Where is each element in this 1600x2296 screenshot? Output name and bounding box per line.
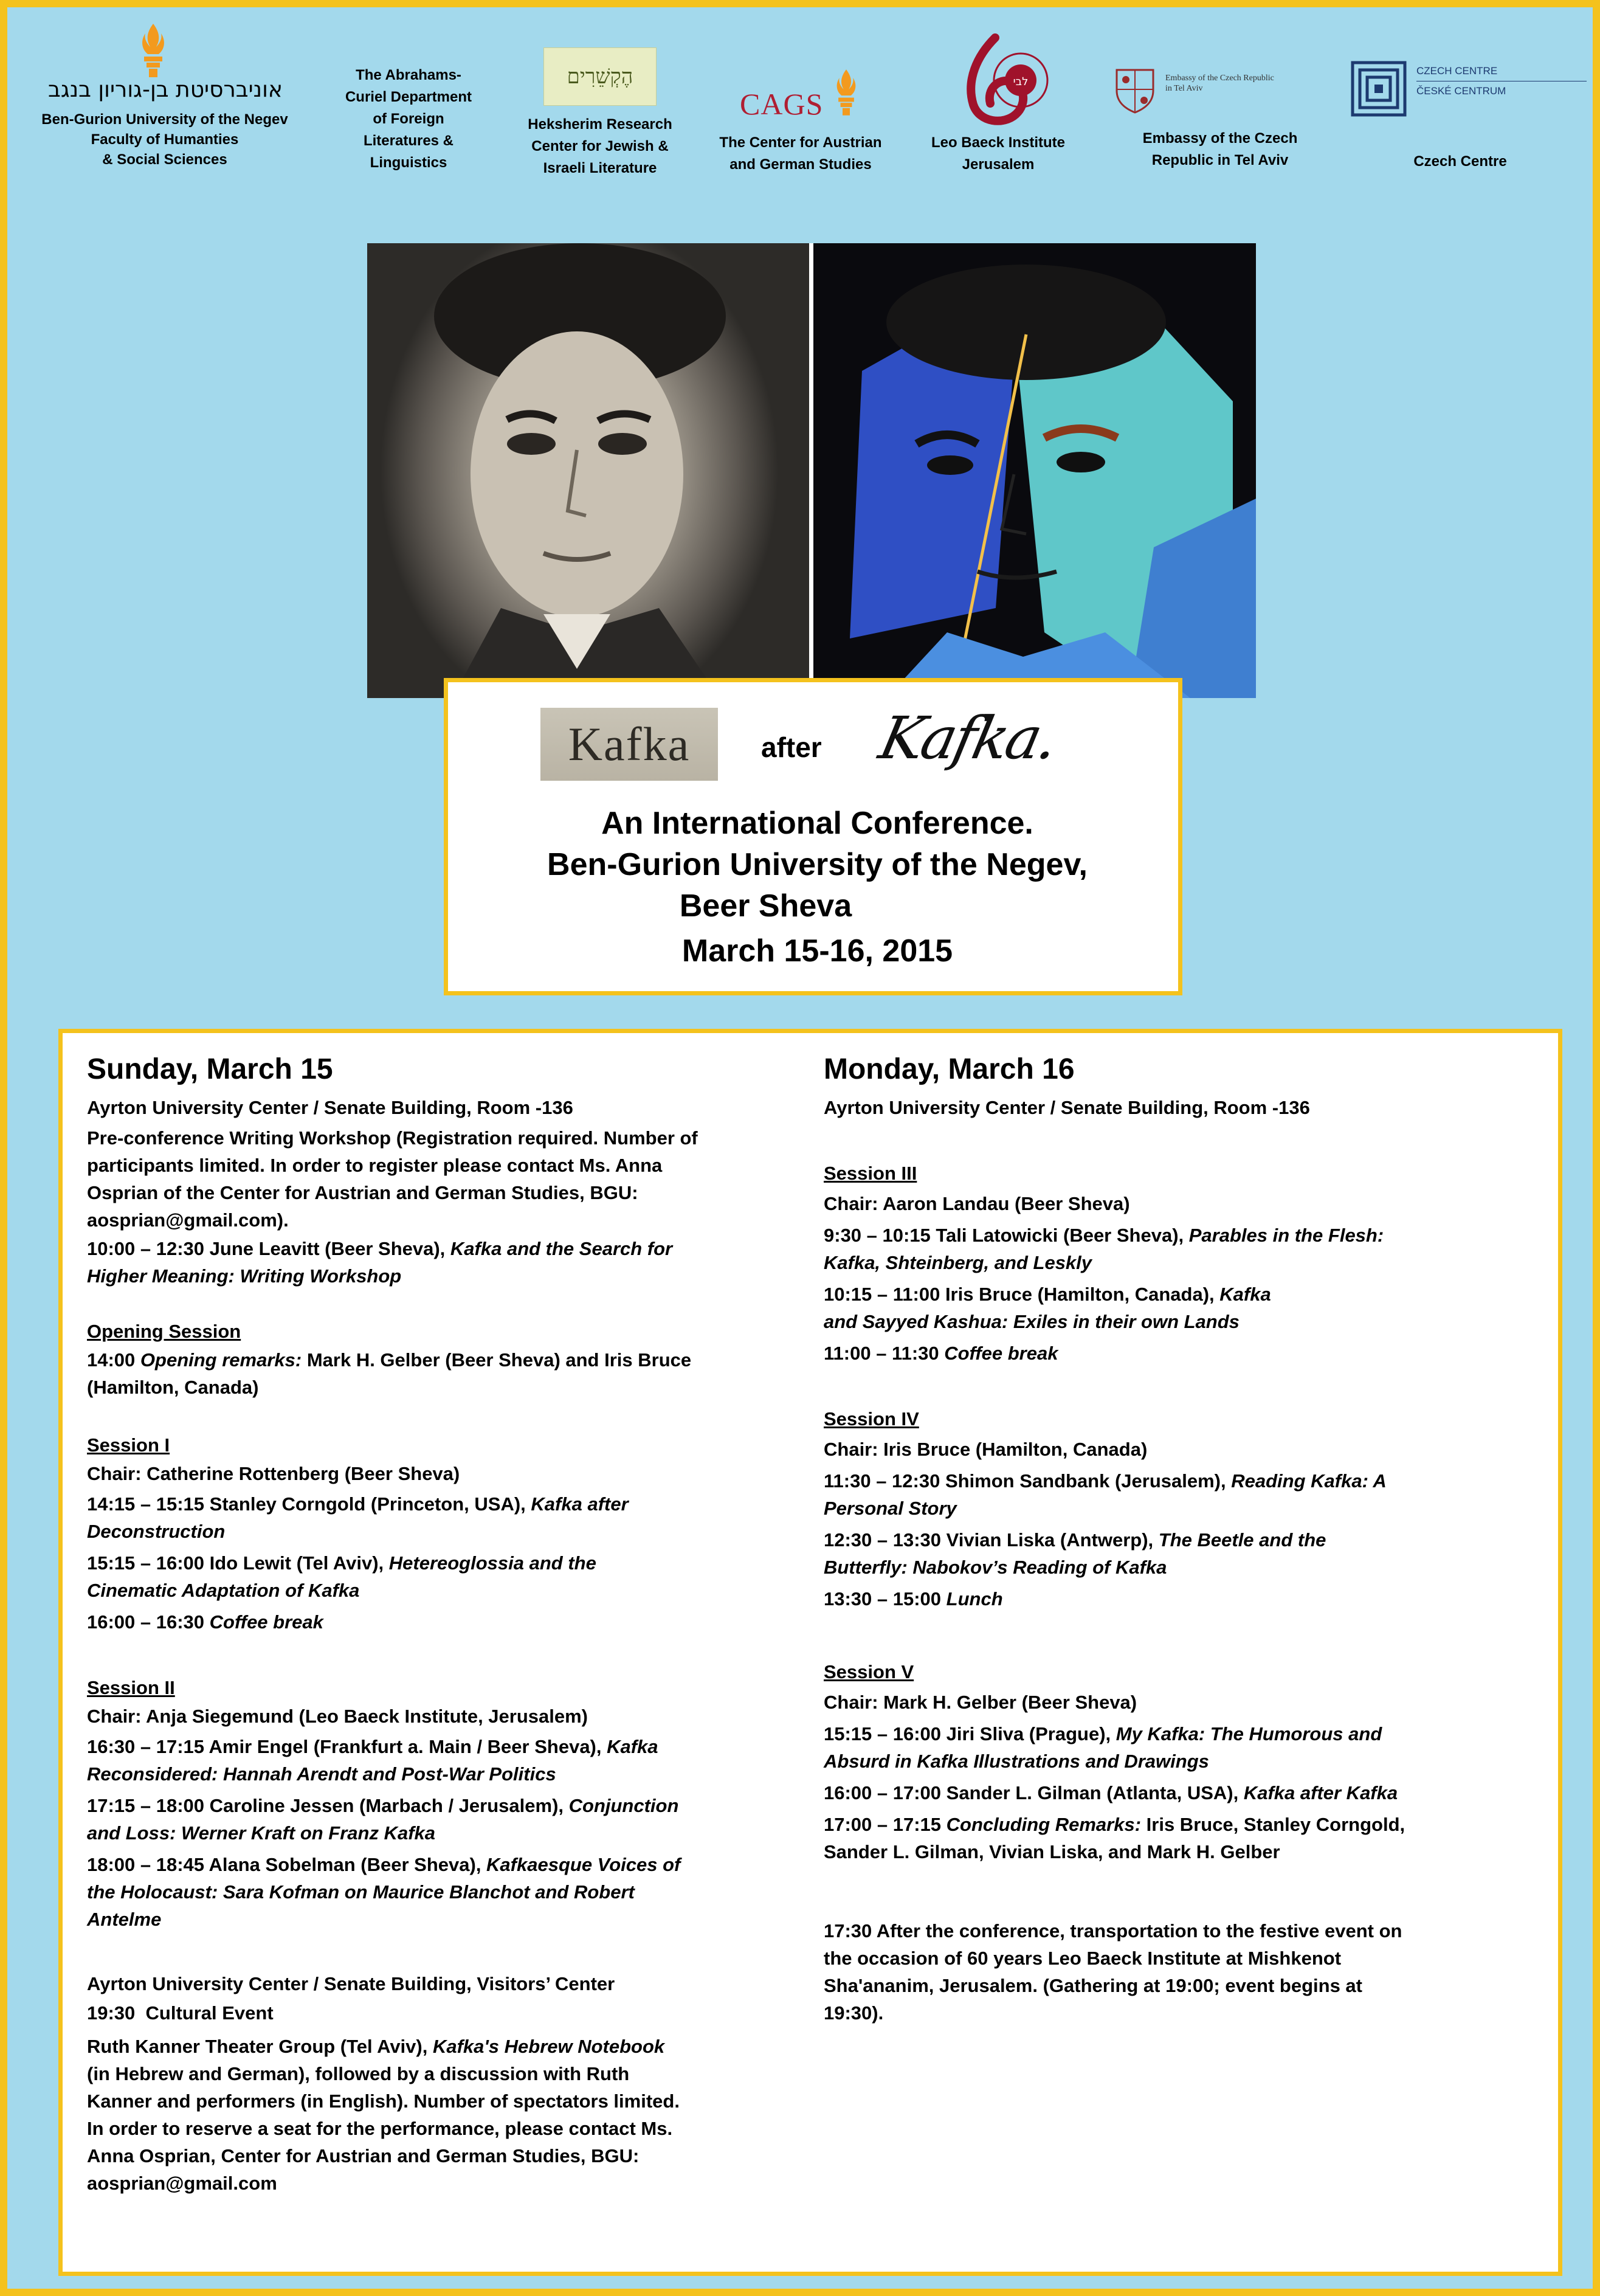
session-3-talk <box>824 1222 1384 1249</box>
talk-title: Conjunction <box>568 1795 679 1816</box>
abrahams-sponsor-caption <box>323 64 494 174</box>
bgu-caption-line: Faculty of Humanties <box>91 131 239 148</box>
talk-time: 16:00 – 16:30 <box>87 1611 210 1633</box>
talk-title: and Loss: Werner Kraft on Franz Kafka <box>87 1822 436 1844</box>
talk-title: Absurd in Kafka Illustrations and Drawings <box>824 1751 1209 1772</box>
heksherim-caption-line: Center for Jewish & <box>531 138 669 154</box>
embassy-logo-line: in Tel Aviv <box>1165 84 1203 93</box>
lbi-caption-line: Leo Baeck Institute <box>931 134 1066 151</box>
break-label: Coffee break <box>944 1343 1058 1364</box>
session-2-talk-cont <box>87 1878 635 1906</box>
after-conference-note: the occasion of 60 years Leo Baeck Institute at Mishkenot <box>824 1948 1342 1969</box>
session-1-chair: Chair: Catherine Rottenberg (Beer Sheva) <box>87 1463 460 1484</box>
session-4-break <box>824 1585 1003 1613</box>
talk-title: Higher Meaning: Writing Workshop <box>87 1265 402 1287</box>
embassy-logo-text <box>1165 73 1323 94</box>
kafka-photo-portrait <box>367 243 809 698</box>
session-3-talk-cont <box>824 1308 1240 1335</box>
abrahams-caption-line: Curiel Department <box>345 89 472 105</box>
title-line: An International Conference. <box>601 806 1033 841</box>
talk-time-speaker: 16:30 – 17:15 Amir Engel (Frankfurt a. Main / Beer Sheva), <box>87 1736 607 1757</box>
svg-text:לבי: לבי <box>1013 75 1029 88</box>
session-2-talk <box>87 1851 680 1878</box>
session-2-talk-cont <box>87 1906 161 1933</box>
session-4-talk <box>824 1526 1326 1554</box>
bgu-torch-logo-icon <box>132 22 174 78</box>
opening-session-heading: Opening Session <box>87 1321 241 1342</box>
session-5-talk-cont <box>824 1748 1209 1775</box>
embassy-caption-line: Republic in Tel Aviv <box>1151 152 1289 168</box>
abrahams-caption-line: The Abrahams- <box>356 67 461 83</box>
session-3-talk <box>824 1281 1271 1308</box>
bgu-caption-line: Ben-Gurion University of the Negev <box>41 111 288 128</box>
kafka-signature: Kafka. <box>874 704 1063 772</box>
talk-time-speaker: 17:15 – 18:00 Caroline Jessen (Marbach / Jerusalem), <box>87 1795 569 1816</box>
lbi-sponsor-caption <box>907 132 1089 176</box>
talk-title: Opening remarks: <box>140 1349 302 1371</box>
session-3-talk-cont <box>824 1249 1092 1276</box>
title-line: Beer Sheva <box>679 888 852 924</box>
talk-time-speaker: 12:30 – 13:30 Vivian Liska (Antwerp), <box>824 1529 1159 1551</box>
event-contact-email: aosprian@gmail.com <box>87 2173 277 2194</box>
talk-speaker: Iris Bruce, Stanley Corngold, <box>1141 1814 1405 1835</box>
break-label: Lunch <box>946 1588 1003 1610</box>
talk-time-speaker: 15:15 – 16:00 Ido Lewit (Tel Aviv), <box>87 1552 389 1574</box>
after-word: after <box>761 731 822 763</box>
kafka-popart-drawing <box>813 243 1256 698</box>
session-4-chair: Chair: Iris Bruce (Hamilton, Canada) <box>824 1439 1148 1460</box>
leo-baeck-logo-icon <box>953 32 1056 129</box>
talk-time-speaker: 11:30 – 12:30 Shimon Sandbank (Jerusalem), <box>824 1470 1232 1492</box>
kafka-popart-portrait <box>813 243 1256 698</box>
monday-heading: Monday, March 16 <box>824 1053 1075 1085</box>
opening-remarks-cont: (Hamilton, Canada) <box>87 1377 259 1398</box>
talk-time: 17:00 – 17:15 <box>824 1814 947 1835</box>
talk-title: Parables in the Flesh: <box>1188 1225 1384 1246</box>
talk-title: Concluding Remarks: <box>946 1814 1142 1835</box>
abrahams-caption-line: of Foreign <box>373 111 444 127</box>
talk-time-speaker: 10:15 – 11:00 Iris Bruce (Hamilton, Canada), <box>824 1284 1220 1305</box>
talk-title: Reading Kafka: A <box>1231 1470 1387 1492</box>
event-time: 19:30 Cultural Event <box>87 2002 274 2024</box>
talk-title: Reconsidered: Hannah Arendt and Post-War Politics <box>87 1763 556 1785</box>
czech-logo-line: ČESKÉ CENTRUM <box>1416 85 1506 97</box>
kafka-photo-drawing <box>367 243 809 698</box>
title-line: Ben-Gurion University of the Negev, <box>547 847 1088 882</box>
session-3-heading: Session III <box>824 1163 917 1184</box>
bgu-sponsor-caption <box>16 109 314 171</box>
program-panel <box>58 1029 1562 2276</box>
title-line: March 15-16, 2015 <box>681 933 953 969</box>
session-5-talk <box>824 1720 1382 1748</box>
talk-title: the Holocaust: Sara Kofman on Maurice Blanchot and Robert <box>87 1881 635 1903</box>
session-2-chair: Chair: Anja Siegemund (Leo Baeck Institute, Jerusalem) <box>87 1706 588 1727</box>
session-2-talk-cont <box>87 1760 556 1788</box>
opening-remarks <box>87 1346 691 1374</box>
czech-coat-of-arms-icon <box>1111 65 1159 114</box>
talk-speaker: Mark H. Gelber (Beer Sheva) and Iris Bruce <box>302 1349 692 1371</box>
cags-caption-line: and German Studies <box>729 156 872 173</box>
talk-time: 11:00 – 11:30 <box>824 1343 945 1364</box>
heksherim-caption-line: Israeli Literature <box>543 160 657 176</box>
talk-title: Kafka <box>607 1736 658 1757</box>
abrahams-caption-line: Literatures & <box>363 133 454 149</box>
session-3-break <box>824 1340 1058 1367</box>
workshop-talk <box>87 1235 672 1262</box>
event-group: Ruth Kanner Theater Group (Tel Aviv), <box>87 2036 433 2057</box>
talk-title: Butterfly: Nabokov’s Reading of Kafka <box>824 1557 1167 1578</box>
event-desc: In order to reserve a seat for the performance, please contact Ms. <box>87 2118 673 2139</box>
after-conference-note: 17:30 After the conference, transportation to the festive event on <box>824 1920 1402 1942</box>
talk-title: Kafka and the Search for <box>450 1238 673 1259</box>
session-5-concluding <box>824 1811 1405 1838</box>
talk-title: Kafka, Shteinberg, and Leskly <box>824 1252 1092 1273</box>
cags-sponsor-caption <box>700 132 901 176</box>
talk-title: Antelme <box>87 1909 162 1930</box>
talk-title: My Kafka: The Humorous and <box>1116 1723 1382 1744</box>
break-label: Coffee break <box>209 1611 323 1633</box>
talk-time-speaker: 16:00 – 17:00 Sander L. Gilman (Atlanta, USA), <box>824 1782 1244 1803</box>
heksherim-caption-line: Heksherim Research <box>528 116 672 133</box>
session-4-heading: Session IV <box>824 1408 919 1430</box>
session-5-heading: Session V <box>824 1661 914 1682</box>
event-title: Kafka's Hebrew Notebook <box>432 2036 665 2057</box>
talk-title: Kafka <box>1219 1284 1271 1305</box>
czech-centre-logo-icon <box>1351 61 1407 117</box>
talk-title: and Sayyed Kashua: Exiles in their own Lands <box>824 1311 1240 1332</box>
talk-title: Cinematic Adaptation of Kafka <box>87 1580 360 1601</box>
heksherim-sponsor-caption <box>494 114 706 179</box>
cags-logo-text: CAGS <box>740 87 824 121</box>
portrait-divider <box>809 243 813 698</box>
session-4-talk <box>824 1467 1387 1495</box>
session-4-talk-cont <box>824 1495 957 1522</box>
bgu-hebrew-name: אוניברסיטת בן-גוריון בנגב <box>48 77 283 102</box>
talk-title: Kafka after Kafka <box>1243 1782 1398 1803</box>
session-2-heading: Session II <box>87 1677 175 1698</box>
embassy-sponsor-caption <box>1111 128 1329 171</box>
cags-caption-line: The Center for Austrian <box>719 134 882 151</box>
talk-title: Hetereoglossia and the <box>388 1552 596 1574</box>
session-1-talk <box>87 1490 629 1518</box>
workshop-line: participants limited. In order to register please contact Ms. Anna <box>87 1155 663 1176</box>
talk-time-speaker: 9:30 – 10:15 Tali Latowicki (Beer Sheva), <box>824 1225 1189 1246</box>
cags-torch-logo-icon <box>828 62 864 123</box>
czech-logo-line: CZECH CENTRE <box>1416 65 1498 77</box>
workshop-line: Pre-conference Writing Workshop (Registration required. Number of <box>87 1127 698 1149</box>
session-2-talk <box>87 1733 658 1760</box>
session-5-chair: Chair: Mark H. Gelber (Beer Sheva) <box>824 1692 1137 1713</box>
session-3-chair: Chair: Aaron Landau (Beer Sheva) <box>824 1193 1130 1214</box>
talk-title: Kafkaesque Voices of <box>486 1854 681 1875</box>
talk-time: 14:00 <box>87 1349 140 1371</box>
talk-time: 13:30 – 15:00 <box>824 1588 947 1610</box>
talk-time-speaker: 15:15 – 16:00 Jiri Sliva (Prague), <box>824 1723 1116 1744</box>
czech-centre-logo-text <box>1416 64 1593 98</box>
after-conference-note: Sha'ananim, Jerusalem. (Gathering at 19:00; event begins at <box>824 1975 1362 1996</box>
conference-title-box <box>444 678 1182 995</box>
session-1-talk-cont <box>87 1577 359 1604</box>
event-desc: Anna Osprian, Center for Austrian and German Studies, BGU: <box>87 2145 640 2166</box>
talk-time-speaker: 14:15 – 15:15 Stanley Corngold (Princeton, USA), <box>87 1493 531 1515</box>
abrahams-caption-line: Linguistics <box>370 154 447 171</box>
event-venue: Ayrton University Center / Senate Building, Visitors’ Center <box>87 1973 615 1994</box>
bgu-caption-line: & Social Sciences <box>102 151 227 168</box>
session-4-talk-cont <box>824 1554 1167 1581</box>
session-5-talk <box>824 1779 1398 1807</box>
embassy-logo-line: Embassy of the Czech Republic <box>1165 74 1274 83</box>
session-5-concluding-cont: Sander L. Gilman, Vivian Liska, and Mark H. Gelber <box>824 1841 1280 1862</box>
heksherim-logo: הֶקְשֵׁרִים <box>543 47 657 106</box>
workshop-line: aosprian@gmail.com). <box>87 1209 289 1231</box>
sunday-venue: Ayrton University Center / Senate Building, Room -136 <box>87 1097 573 1118</box>
session-1-heading: Session I <box>87 1434 170 1456</box>
embassy-caption-line: Embassy of the Czech <box>1142 130 1298 147</box>
kafka-printed-name: Kafka <box>540 708 718 781</box>
talk-title: Deconstruction <box>87 1521 226 1542</box>
workshop-line: Osprian of the Center for Austrian and German Studies, BGU: <box>87 1182 638 1203</box>
event-desc: Kanner and performers (in English). Number of spectators limited. <box>87 2090 680 2112</box>
sunday-heading: Sunday, March 15 <box>87 1053 333 1085</box>
monday-venue: Ayrton University Center / Senate Building, Room -136 <box>824 1097 1310 1118</box>
event-desc <box>87 2033 664 2060</box>
talk-title: Personal Story <box>824 1498 957 1519</box>
talk-time-speaker: 10:00 – 12:30 June Leavitt (Beer Sheva), <box>87 1238 450 1259</box>
event-desc: (in Hebrew and German), followed by a discussion with Ruth <box>87 2063 630 2084</box>
session-2-talk <box>87 1792 678 1819</box>
session-1-break <box>87 1608 323 1636</box>
talk-title: Kafka after <box>531 1493 629 1515</box>
workshop-talk-cont <box>87 1262 401 1290</box>
session-2-talk-cont <box>87 1819 435 1847</box>
session-1-talk-cont <box>87 1518 225 1545</box>
lbi-caption-line: Jerusalem <box>962 156 1035 173</box>
session-1-talk <box>87 1549 596 1577</box>
after-conference-note: 19:30). <box>824 2002 884 2024</box>
conference-title <box>448 803 1187 972</box>
czech-centre-caption: Czech Centre <box>1413 153 1507 170</box>
talk-time-speaker: 18:00 – 18:45 Alana Sobelman (Beer Sheva), <box>87 1854 487 1875</box>
talk-title: The Beetle and the <box>1158 1529 1326 1551</box>
